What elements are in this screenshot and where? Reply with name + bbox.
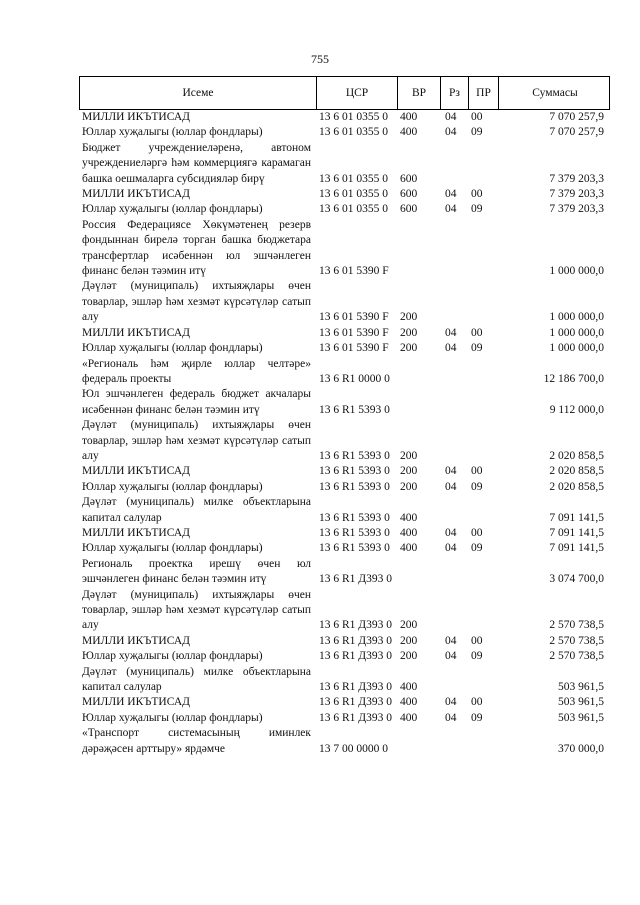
row-csr: 13 6 01 0355 0	[319, 126, 388, 139]
row-sum: 2 570 738,5	[549, 634, 604, 647]
table-row	[79, 588, 610, 634]
table-row	[79, 141, 610, 187]
row-pr: 09	[471, 650, 483, 663]
row-sum: 2 020 858,5	[549, 480, 604, 493]
row-pr: 09	[471, 126, 483, 139]
header-rz: Рз	[440, 77, 468, 109]
table-row	[79, 541, 610, 556]
row-sum: 9 112 000,0	[549, 403, 604, 416]
table-row	[79, 557, 610, 588]
table-row	[79, 218, 610, 280]
table-row	[79, 279, 610, 325]
row-csr: 13 6 R1 Д393 0	[319, 650, 393, 663]
row-name: Дәүләт (муниципаль) ихтыяҗлары өчен товарлар, эшләр һәм хезмәт күрсәтүләр сатып алу	[82, 280, 311, 324]
row-name: «Региональ һәм җирле юллар челтәре» федераль проекты	[82, 357, 311, 385]
row-name: Бюджет учреждениеләренә, автоном учреждениеләргә һәм коммерциягә карамаган башка оешмаларга субсидияләр бирү	[82, 141, 311, 185]
row-sum: 1 000 000,0	[549, 342, 604, 355]
row-vr: 400	[400, 711, 418, 724]
row-vr: 400	[400, 111, 418, 123]
row-name: МИЛЛИ ИКЪТИСАД	[82, 188, 190, 201]
table-row	[79, 187, 610, 202]
row-csr: 13 6 01 5390 F	[319, 311, 389, 324]
row-csr: 13 6 01 5390 F	[319, 326, 389, 339]
row-pr: 00	[471, 465, 483, 478]
row-vr: 200	[400, 449, 418, 462]
row-sum: 7 070 257,9	[549, 126, 604, 139]
row-csr: 13 6 R1 5393 0	[319, 511, 390, 524]
row-name: Юллар хуҗалыгы (юллар фондлары)	[82, 126, 263, 139]
row-vr: 200	[400, 311, 418, 324]
row-sum: 503 961,5	[558, 711, 604, 724]
row-csr: 13 6 R1 5393 0	[319, 526, 390, 539]
row-vr: 600	[400, 203, 418, 216]
row-vr: 200	[400, 619, 418, 632]
row-vr: 200	[400, 650, 418, 663]
row-csr: 13 6 R1 Д393 0	[319, 634, 393, 647]
row-sum: 370 000,0	[558, 742, 604, 755]
row-sum: 2 570 738,5	[549, 619, 604, 632]
header-csr: ЦСР	[316, 77, 397, 109]
row-rz: 04	[445, 650, 457, 663]
row-csr: 13 6 R1 Д393 0	[319, 619, 393, 632]
table-row	[79, 711, 610, 726]
row-pr: 00	[471, 696, 483, 709]
table-row	[79, 480, 610, 495]
table-row	[79, 665, 610, 696]
row-csr: 13 6 01 0355 0	[319, 203, 388, 216]
row-vr: 400	[400, 681, 418, 694]
table-row	[79, 495, 610, 526]
row-sum: 2 020 858,5	[549, 449, 604, 462]
table-row	[79, 464, 610, 479]
row-name: Юллар хуҗалыгы (юллар фондлары)	[82, 542, 263, 555]
row-pr: 09	[471, 342, 483, 355]
row-csr: 13 6 R1 Д393 0	[319, 681, 393, 694]
row-rz: 04	[445, 111, 457, 123]
row-sum: 1 000 000,0	[549, 326, 604, 339]
row-vr: 200	[400, 480, 418, 493]
row-pr: 00	[471, 188, 483, 201]
row-pr: 09	[471, 542, 483, 555]
row-sum: 503 961,5	[558, 696, 604, 709]
row-csr: 13 6 R1 Д393 0	[319, 573, 393, 586]
row-vr: 400	[400, 126, 418, 139]
row-csr: 13 6 R1 5393 0	[319, 449, 390, 462]
row-name: Россия Федерациясе Хөкүмәтенең резерв фондыннан бирелә торган башка бюджетара трансфертлар исәбеннән юл эшчәнлеген финанс белән тәэмин итү	[82, 218, 311, 278]
row-name: Юл эшчәнлеген федераль бюджет акчалары исәбеннән финанс белән тәэмин итү	[82, 388, 311, 416]
table-row	[79, 726, 610, 757]
row-name: Юллар хуҗалыгы (юллар фондлары)	[82, 480, 263, 493]
row-csr: 13 6 01 0355 0	[319, 111, 388, 123]
row-sum: 7 379 203,3	[549, 172, 604, 185]
row-pr: 09	[471, 203, 483, 216]
header-vr: ВР	[397, 77, 440, 109]
row-csr: 13 6 R1 Д393 0	[319, 696, 393, 709]
row-sum: 12 186 700,0	[543, 372, 604, 385]
row-csr: 13 7 00 0000 0	[319, 742, 388, 755]
row-csr: 13 6 R1 5393 0	[319, 480, 390, 493]
row-sum: 2 020 858,5	[549, 465, 604, 478]
row-pr: 09	[471, 711, 483, 724]
table-row	[79, 326, 610, 341]
row-name: Юллар хуҗалыгы (юллар фондлары)	[82, 711, 263, 724]
row-name: МИЛЛИ ИКЪТИСАД	[82, 465, 190, 478]
row-name: МИЛЛИ ИКЪТИСАД	[82, 634, 190, 647]
row-vr: 400	[400, 696, 418, 709]
row-csr: 13 6 R1 5393 0	[319, 465, 390, 478]
table-row	[79, 125, 610, 140]
row-vr: 200	[400, 342, 418, 355]
row-rz: 04	[445, 542, 457, 555]
row-pr: 00	[471, 526, 483, 539]
row-sum: 7 379 203,3	[549, 203, 604, 216]
row-name: Юллар хуҗалыгы (юллар фондлары)	[82, 203, 263, 216]
row-vr: 200	[400, 634, 418, 647]
row-sum: 2 570 738,5	[549, 650, 604, 663]
row-sum: 7 091 141,5	[549, 526, 604, 539]
budget-table	[79, 76, 610, 757]
row-pr: 00	[471, 634, 483, 647]
row-sum: 7 379 203,3	[549, 188, 604, 201]
table-body	[79, 110, 610, 757]
row-pr: 00	[471, 326, 483, 339]
row-name: МИЛЛИ ИКЪТИСАД	[82, 696, 190, 709]
row-csr: 13 6 01 0355 0	[319, 172, 388, 185]
header-sum: Суммасы	[498, 77, 611, 109]
row-csr: 13 6 R1 Д393 0	[319, 711, 393, 724]
row-sum: 1 000 000,0	[549, 265, 604, 278]
row-rz: 04	[445, 188, 457, 201]
row-csr: 13 6 01 0355 0	[319, 188, 388, 201]
table-row	[79, 357, 610, 388]
row-rz: 04	[445, 342, 457, 355]
row-sum: 1 000 000,0	[549, 311, 604, 324]
row-csr: 13 6 01 5390 F	[319, 265, 389, 278]
row-csr: 13 6 R1 0000 0	[319, 372, 390, 385]
row-vr: 600	[400, 188, 418, 201]
header-name: Исеме	[182, 87, 214, 99]
table-row	[79, 387, 610, 418]
row-name: Юллар хуҗалыгы (юллар фондлары)	[82, 650, 263, 663]
row-name: МИЛЛИ ИКЪТИСАД	[82, 526, 190, 539]
row-pr: 09	[471, 480, 483, 493]
row-name: «Транспорт системасының иминлек дәрәҗәсен арттыру» ярдәмче	[82, 727, 311, 755]
table-header	[79, 76, 610, 110]
row-vr: 600	[400, 172, 418, 185]
row-sum: 503 961,5	[558, 681, 604, 694]
row-rz: 04	[445, 465, 457, 478]
table-row	[79, 695, 610, 710]
row-csr: 13 6 R1 5393 0	[319, 542, 390, 555]
row-name: МИЛЛИ ИКЪТИСАД	[82, 326, 190, 339]
row-name: Дәүләт (муниципаль) ихтыяҗлары өчен товарлар, эшләр һәм хезмәт күрсәтүләр сатып алу	[82, 419, 311, 462]
row-name: МИЛЛИ ИКЪТИСАД	[82, 111, 190, 123]
row-rz: 04	[445, 126, 457, 139]
row-rz: 04	[445, 203, 457, 216]
row-name: Дәүләт (муниципаль) ихтыяҗлары өчен товарлар, эшләр һәм хезмәт күрсәтүләр сатып алу	[82, 588, 311, 632]
row-rz: 04	[445, 696, 457, 709]
table-row	[79, 341, 610, 356]
row-rz: 04	[445, 634, 457, 647]
page-number: 755	[311, 52, 329, 66]
row-rz: 04	[445, 711, 457, 724]
header-pr: ПР	[468, 77, 498, 109]
table-row	[79, 649, 610, 664]
table-row	[79, 526, 610, 541]
row-rz: 04	[445, 526, 457, 539]
row-vr: 200	[400, 326, 418, 339]
row-name: Дәүләт (муниципаль) милке объектларына капитал салулар	[82, 496, 311, 524]
row-name: Региональ проектка ирешү өчен юл эшчәнлеген финанс белән тәэмин итү	[82, 557, 311, 586]
row-sum: 7 070 257,9	[549, 111, 604, 123]
row-rz: 04	[445, 326, 457, 339]
table-row	[79, 418, 610, 464]
row-rz: 04	[445, 480, 457, 493]
table-row	[79, 110, 610, 125]
row-vr: 400	[400, 511, 418, 524]
row-vr: 400	[400, 526, 418, 539]
row-vr: 400	[400, 542, 418, 555]
row-csr: 13 6 01 5390 F	[319, 342, 389, 355]
row-sum: 7 091 141,5	[549, 511, 604, 524]
row-name: Дәүләт (муниципаль) милке объектларына капитал салулар	[82, 665, 311, 694]
table-row	[79, 202, 610, 217]
row-csr: 13 6 R1 5393 0	[319, 403, 390, 416]
row-sum: 3 074 700,0	[549, 573, 604, 586]
row-vr: 200	[400, 465, 418, 478]
row-name: Юллар хуҗалыгы (юллар фондлары)	[82, 342, 263, 355]
row-pr: 00	[471, 111, 483, 123]
table-row	[79, 634, 610, 649]
row-sum: 7 091 141,5	[549, 542, 604, 555]
